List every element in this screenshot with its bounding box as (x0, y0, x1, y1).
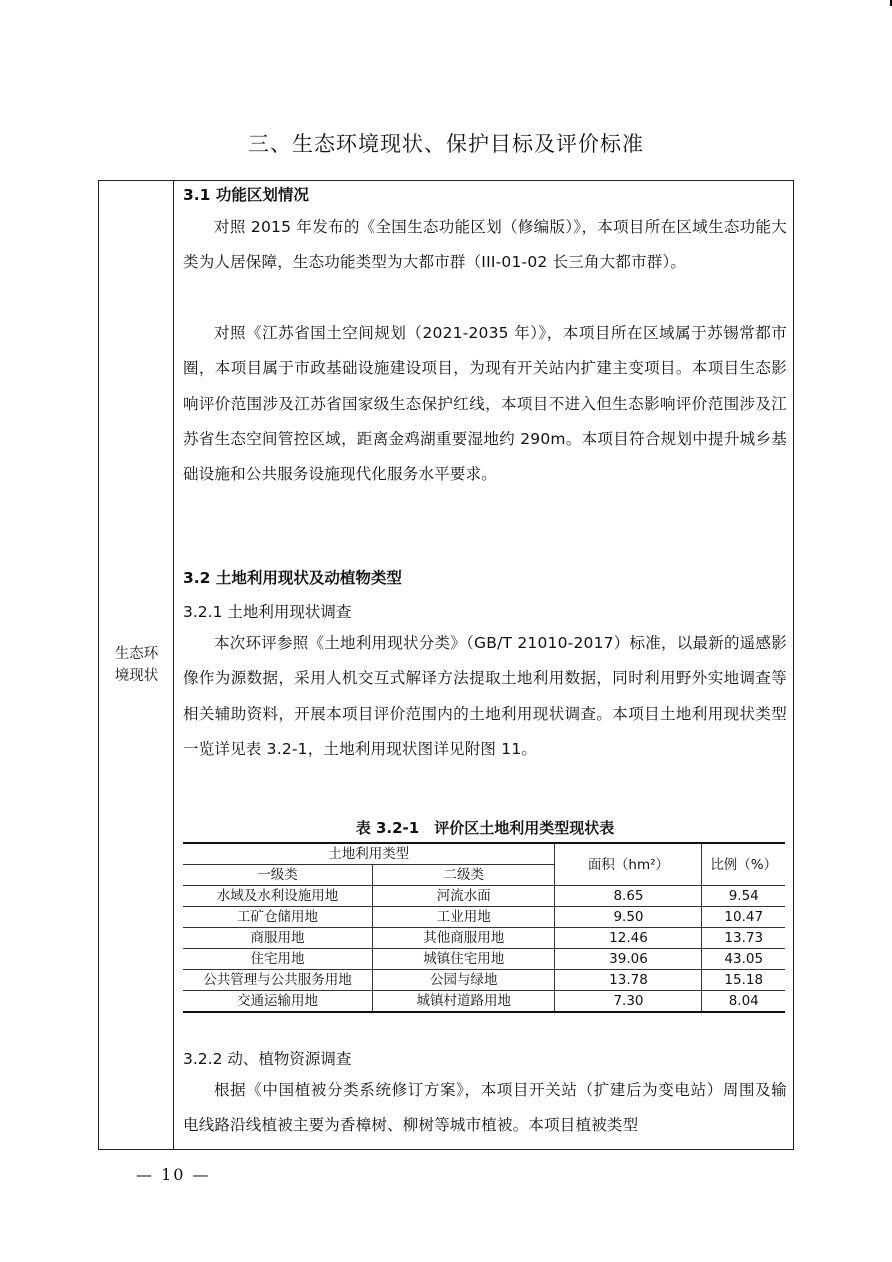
content-frame (98, 180, 794, 1150)
table-row (183, 949, 785, 970)
table-caption: 表 3.2-1 评价区土地利用类型现状表 (355, 819, 615, 837)
paragraph-3-2-1: 本次环评参照《土地利用现状分类》（GB/T 21010-2017）标准，以最新的遥感影像作为源数据，采用人机交互式解译方法提取土地利用数据，同时利用野外实地调查等相关辅助资料，开展本项目评价范围内的土地利用现状调查。本项目土地利用现状类型一览详见表 3.2-1，土地利用现状图详见附图 11。 (183, 634, 787, 758)
land-use-table (183, 842, 785, 1013)
cell-level-1: 交通运输用地 (183, 991, 373, 1013)
cell-level-2: 河流水面 (373, 886, 555, 907)
header-level-2: 二级类 (373, 865, 555, 886)
table-row (183, 970, 785, 991)
label-column (99, 181, 174, 1149)
header-ratio: 比例（%） (702, 843, 785, 886)
paragraph-3-2-2: 根据《中国植被分类系统修订方案》，本项目开关站（扩建后为变电站）周围及输电线路沿线植被主要为香樟树、柳树等城市植被。本项目植被类型 (183, 1081, 787, 1135)
page-title: 三、生态环境现状、保护目标及评价标准 (248, 132, 644, 156)
header-area: 面积（hm²） (555, 843, 702, 886)
side-label: 生态环 境现状 (114, 646, 159, 684)
cell-ratio: 9.54 (702, 886, 785, 907)
cell-ratio: 15.18 (702, 970, 785, 991)
cell-level-1: 住宅用地 (183, 949, 373, 970)
cell-level-1: 商服用地 (183, 928, 373, 949)
page-number: — 10 — (136, 1165, 211, 1184)
cell-ratio: 8.04 (702, 991, 785, 1013)
cell-level-1: 水域及水利设施用地 (183, 886, 373, 907)
cell-level-2: 公园与绿地 (373, 970, 555, 991)
header-level-1: 一级类 (183, 865, 373, 886)
section-heading-3-1: 3.1 功能区划情况 (183, 186, 309, 204)
cell-area: 13.78 (555, 970, 702, 991)
cell-level-1: 公共管理与公共服务用地 (183, 970, 373, 991)
cell-ratio: 10.47 (702, 907, 785, 928)
cell-area: 9.50 (555, 907, 702, 928)
cell-area: 8.65 (555, 886, 702, 907)
table-row (183, 907, 785, 928)
cell-ratio: 43.05 (702, 949, 785, 970)
table-row (183, 886, 785, 907)
table-row (183, 991, 785, 1013)
cell-area: 12.46 (555, 928, 702, 949)
section-heading-3-2: 3.2 土地利用现状及动植物类型 (183, 569, 402, 587)
cell-level-2: 工业用地 (373, 907, 555, 928)
paragraph-3-1-a: 对照 2015 年发布的《全国生态功能区划（修编版）》，本项目所在区域生态功能大类为人居保障，生态功能类型为大都市群（III-01-02 长三角大都市群）。 (183, 218, 787, 272)
subsection-heading-3-2-1: 3.2.1 土地利用现状调查 (183, 603, 352, 621)
cell-level-2: 城镇村道路用地 (373, 991, 555, 1013)
paragraph-3-1-b: 对照《江苏省国土空间规划（2021-2035 年）》，本项目所在区域属于苏锡常都市圈，本项目属于市政基础设施建设项目，为现有开关站内扩建主变项目。本项目生态影响评价范围涉及江苏省国家级生态保护红线，本项目不进入但生态影响评价范围涉及江苏省生态空间管控区域，距离金鸡湖重要湿地约 290m。本项目符合规划中提升城乡基础设施和公共服务设施现代化服务水平要求。 (183, 324, 787, 484)
cell-level-1: 工矿仓储用地 (183, 907, 373, 928)
cell-level-2: 城镇住宅用地 (373, 949, 555, 970)
subsection-heading-3-2-2: 3.2.2 动、植物资源调查 (183, 1050, 352, 1068)
cell-ratio: 13.73 (702, 928, 785, 949)
cell-area: 39.06 (555, 949, 702, 970)
cell-area: 7.30 (555, 991, 702, 1013)
header-land-use-type: 土地利用类型 (183, 843, 555, 865)
cell-level-2: 其他商服用地 (373, 928, 555, 949)
table-header-row (183, 843, 785, 865)
table-row (183, 928, 785, 949)
